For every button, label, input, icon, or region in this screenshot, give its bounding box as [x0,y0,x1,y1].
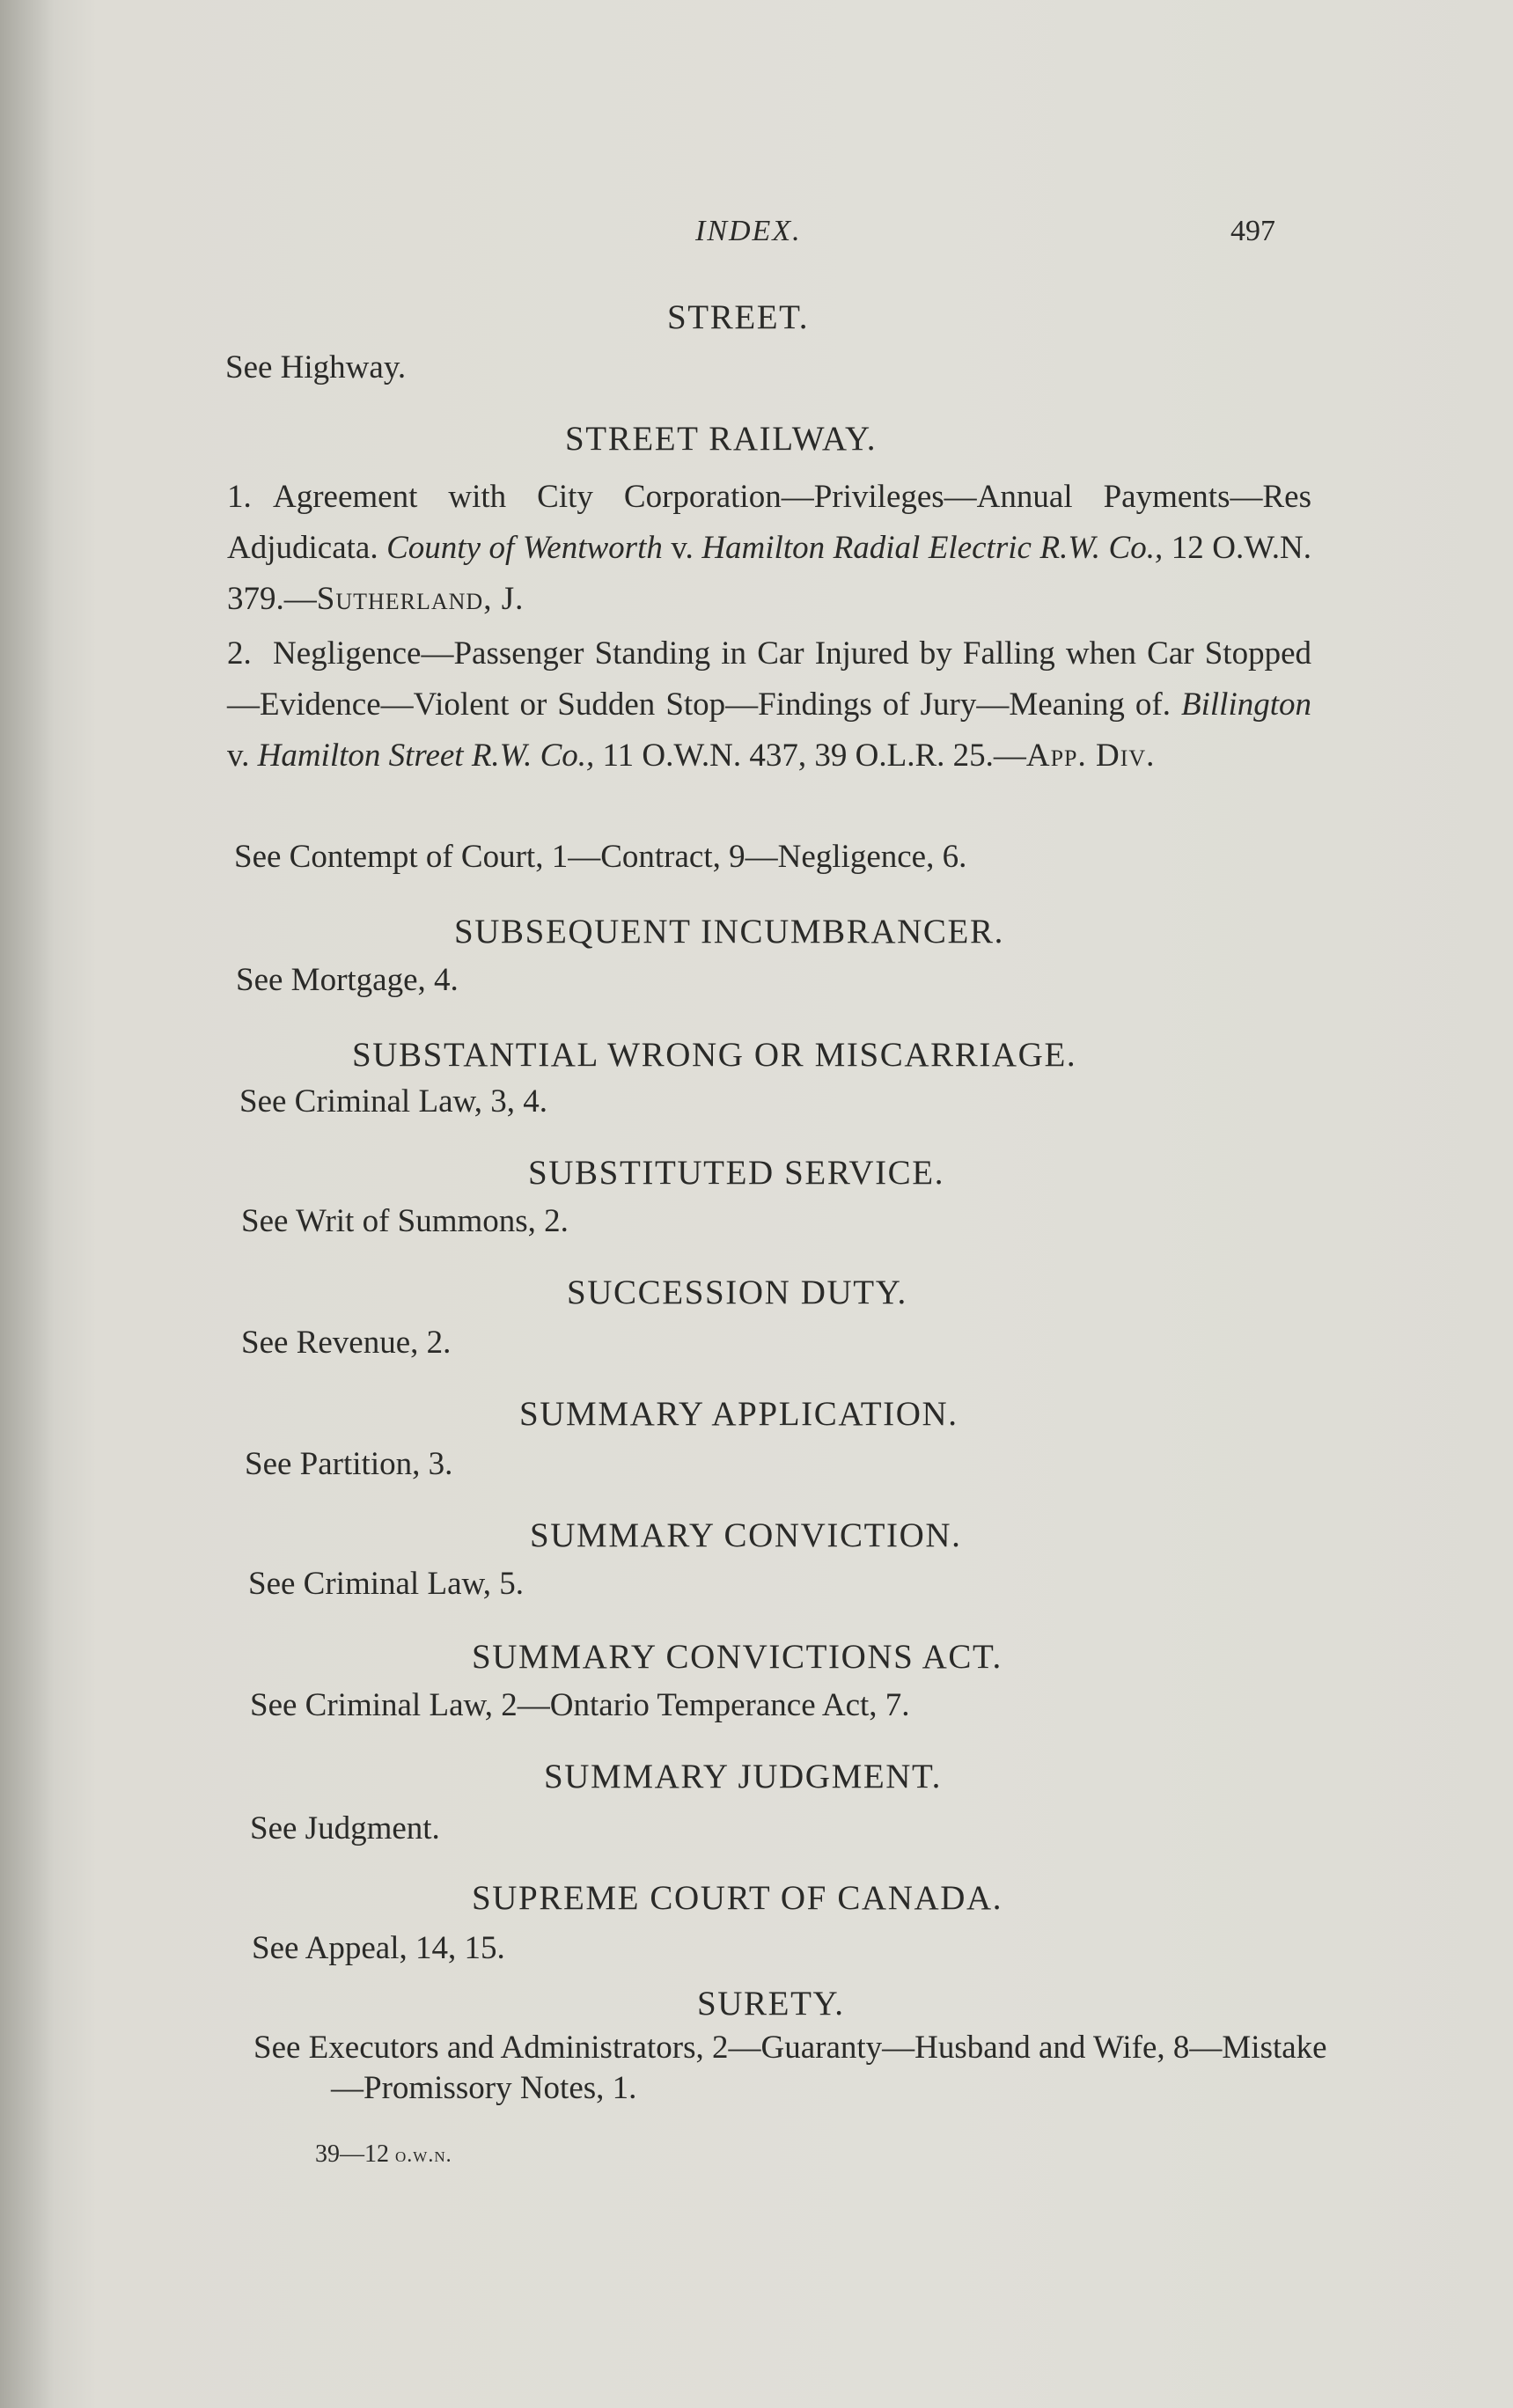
entry-number: 2. [227,635,252,672]
see-summary-convictions-act: See Criminal Law, 2—Ontario Temperance Act, 7. [250,1687,910,1723]
case-name: County of Wentworth [386,530,663,566]
heading-summary-convictions-act: SUMMARY CONVICTIONS ACT. [472,1638,1003,1676]
heading-supreme-court: SUPREME COURT OF CANADA. [472,1879,1003,1917]
running-header: INDEX. [695,215,802,247]
heading-street: STREET. [667,298,810,336]
see-street-railway: See Contempt of Court, 1—Contract, 9—Negligence, 6. [234,839,967,875]
versus: v. [227,738,250,774]
signature-number: 39—12 [315,2140,389,2168]
citation: 12 O.W.N. 379.— [227,530,1312,617]
entry-street-railway-2 [227,628,1311,782]
see-summary-conviction: See Criminal Law, 5. [248,1566,525,1602]
see-supreme-court: See Appeal, 14, 15. [252,1930,505,1966]
heading-summary-conviction: SUMMARY CONVICTION. [530,1516,962,1554]
heading-subsequent-incumbrancer: SUBSEQUENT INCUMBRANCER. [454,913,1004,951]
heading-summary-application: SUMMARY APPLICATION. [519,1395,958,1433]
entry-number: 1. [227,479,252,515]
see-subsequent-incumbrancer: See Mortgage, 4. [236,962,459,998]
case-party: Hamilton Radial Electric R.W. Co., [701,530,1164,566]
page-number: 497 [1230,215,1275,247]
case-party: Hamilton Street R.W. Co., [257,738,595,774]
see-surety [253,2028,1327,2109]
entry-text: Agreement with City Corporation—Privileges—Annual Payments—Res Adjudicata. [227,479,1311,566]
versus: v. [671,530,694,566]
entry-street-railway-1 [227,472,1311,625]
heading-surety: SURETY. [697,1985,845,2023]
heading-summary-judgment: SUMMARY JUDGMENT. [544,1758,942,1795]
signature-mark [315,2140,452,2169]
heading-substituted-service: SUBSTITUTED SERVICE. [528,1154,945,1192]
heading-street-railway: STREET RAILWAY. [565,420,878,458]
see-substituted-service: See Writ of Summons, 2. [241,1203,569,1239]
judge: Sutherland, J. [316,581,525,617]
see-succession-duty: See Revenue, 2. [241,1325,452,1361]
heading-substantial-wrong: SUBSTANTIAL WRONG OR MISCARRIAGE. [352,1036,1077,1074]
see-substantial-wrong: See Criminal Law, 3, 4. [239,1083,548,1120]
see-summary-judgment: See Judgment. [250,1810,440,1846]
signature-abbrev: o.w.n. [395,2144,452,2167]
see-summary-application: See Partition, 3. [245,1446,453,1482]
heading-succession-duty: SUCCESSION DUTY. [567,1274,907,1311]
see-surety-text: See Executors and Administrators, 2—Guaranty—Husband and Wife, 8—Mistake—Promissory Notes, 1. [253,2030,1327,2106]
judge: App. Div. [1025,738,1156,774]
case-name: Billington [1181,686,1312,723]
citation: 11 O.W.N. 437, 39 O.L.R. 25.— [602,738,1026,774]
entry-text: Negligence—Passenger Standing in Car Injured by Falling when Car Stopped—Evidence—Violent or Sudden Stop—Findings of Jury—Meaning of. [227,635,1311,723]
see-street: See Highway. [225,349,407,385]
